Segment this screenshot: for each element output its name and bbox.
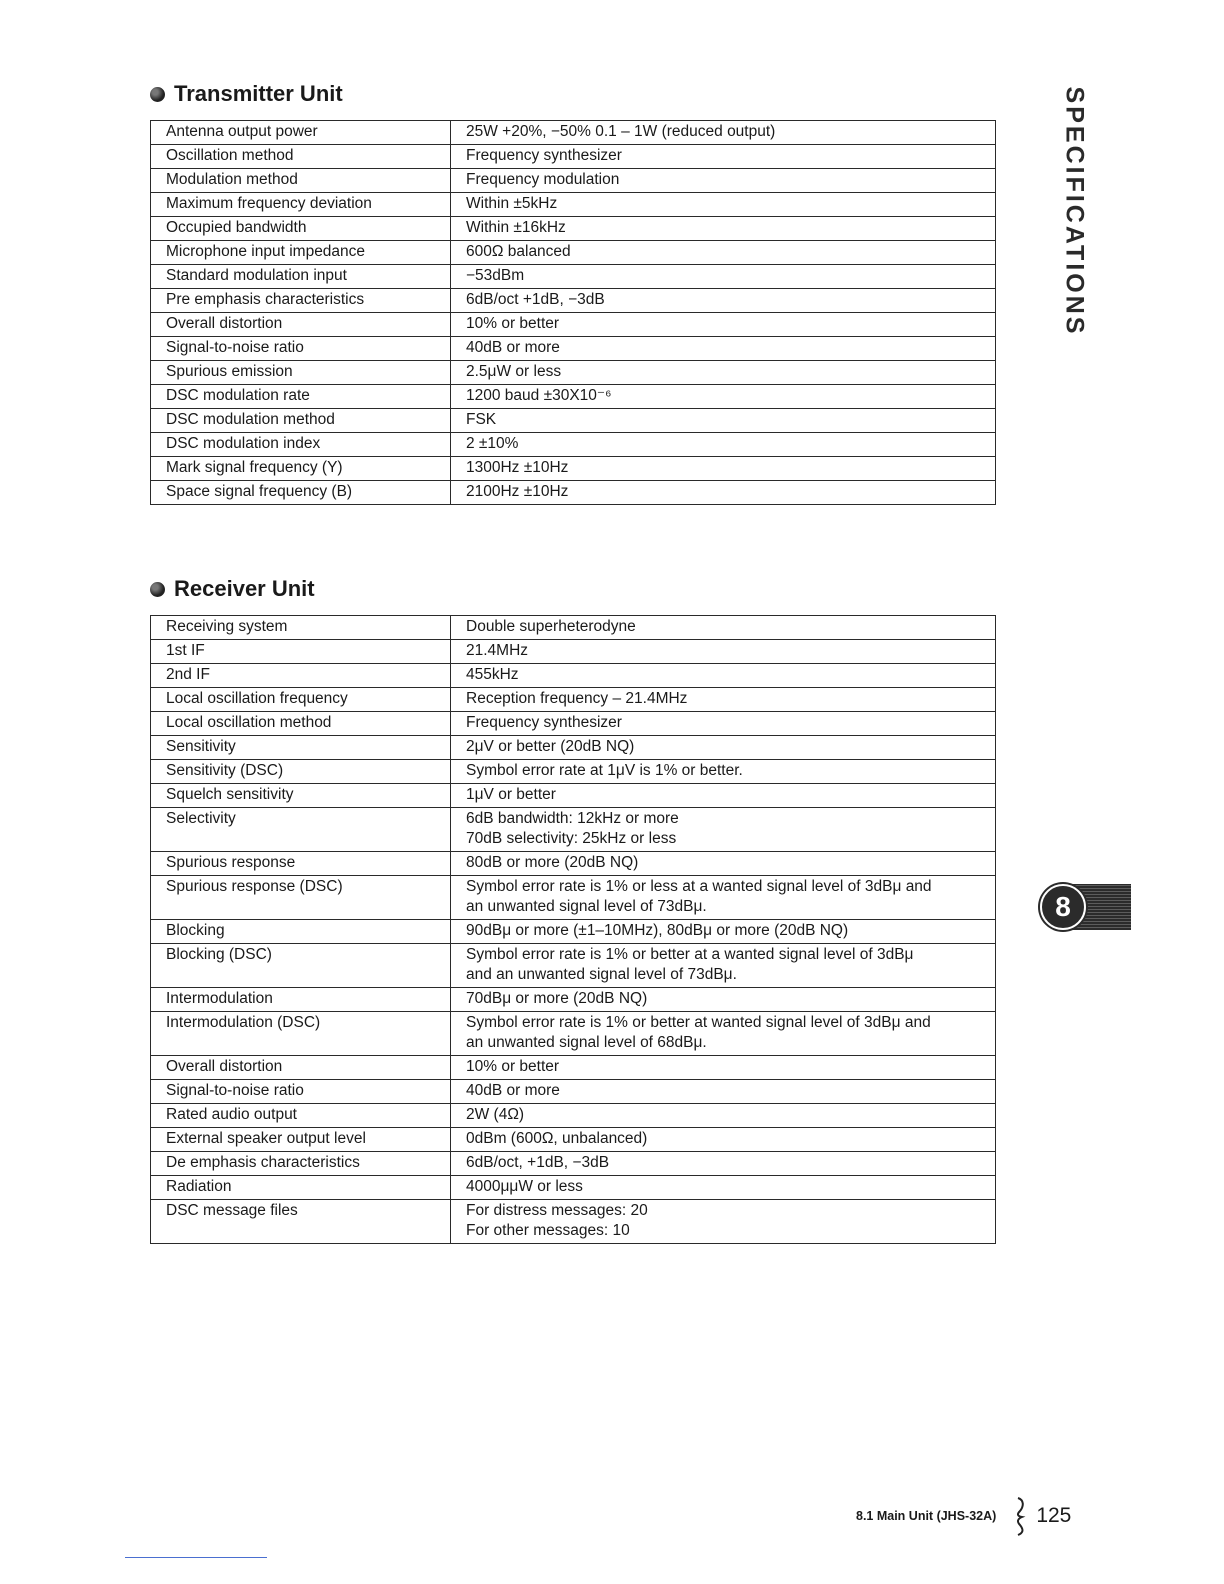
table-row bbox=[151, 1176, 996, 1200]
table-row bbox=[151, 1080, 996, 1104]
spec-value: 4000μμW or less bbox=[451, 1176, 996, 1200]
transmitter-title-text: Transmitter Unit bbox=[174, 81, 343, 106]
spec-value: 600Ω balanced bbox=[451, 241, 996, 265]
spec-label: Local oscillation frequency bbox=[151, 688, 451, 712]
table-row bbox=[151, 712, 996, 736]
page-number: 125 bbox=[1036, 1504, 1072, 1527]
table-row bbox=[151, 808, 996, 852]
spec-value: Symbol error rate is 1% or better at wanted signal level of 3dBμ and an unwanted signal level of 68dBμ. bbox=[451, 1012, 996, 1056]
spec-value: 2.5μW or less bbox=[451, 361, 996, 385]
table-row bbox=[151, 920, 996, 944]
spec-label: DSC modulation rate bbox=[151, 385, 451, 409]
table-row bbox=[151, 616, 996, 640]
table-row bbox=[151, 481, 996, 505]
spec-label: Spurious response bbox=[151, 852, 451, 876]
spec-label: Mark signal frequency (Y) bbox=[151, 457, 451, 481]
table-row bbox=[151, 337, 996, 361]
table-row bbox=[151, 193, 996, 217]
bullet-icon bbox=[150, 87, 165, 102]
spec-label: DSC message files bbox=[151, 1200, 451, 1244]
table-row bbox=[151, 289, 996, 313]
bullet-icon bbox=[150, 582, 165, 597]
spec-value: Symbol error rate at 1μV is 1% or better. bbox=[451, 760, 996, 784]
table-row bbox=[151, 433, 996, 457]
spec-value: 10% or better bbox=[451, 313, 996, 337]
receiver-spec-table bbox=[150, 615, 996, 1244]
spec-label: Maximum frequency deviation bbox=[151, 193, 451, 217]
spec-label: Occupied bandwidth bbox=[151, 217, 451, 241]
spec-label: Space signal frequency (B) bbox=[151, 481, 451, 505]
spec-value: 455kHz bbox=[451, 664, 996, 688]
spec-label: 1st IF bbox=[151, 640, 451, 664]
spec-value: 6dB/oct, +1dB, −3dB bbox=[451, 1152, 996, 1176]
spec-value: 25W +20%, −50% 0.1 – 1W (reduced output) bbox=[451, 121, 996, 145]
table-row bbox=[151, 736, 996, 760]
table-row bbox=[151, 1012, 996, 1056]
table-row bbox=[151, 145, 996, 169]
spec-label: Intermodulation bbox=[151, 988, 451, 1012]
table-row bbox=[151, 876, 996, 920]
table-row bbox=[151, 1128, 996, 1152]
spec-label: Overall distortion bbox=[151, 1056, 451, 1080]
table-row bbox=[151, 1056, 996, 1080]
side-section-tab bbox=[1054, 86, 1094, 336]
receiver-section-title bbox=[150, 576, 315, 602]
spec-label: DSC modulation method bbox=[151, 409, 451, 433]
spec-value: 40dB or more bbox=[451, 1080, 996, 1104]
spec-label: Signal-to-noise ratio bbox=[151, 337, 451, 361]
spec-value: 80dB or more (20dB NQ) bbox=[451, 852, 996, 876]
spec-label: Pre emphasis characteristics bbox=[151, 289, 451, 313]
table-row bbox=[151, 217, 996, 241]
table-row bbox=[151, 760, 996, 784]
spec-label: De emphasis characteristics bbox=[151, 1152, 451, 1176]
brace-icon bbox=[1014, 1496, 1028, 1536]
spec-label: Microphone input impedance bbox=[151, 241, 451, 265]
spec-value: 6dB/oct +1dB, −3dB bbox=[451, 289, 996, 313]
table-row bbox=[151, 1200, 996, 1244]
table-row bbox=[151, 169, 996, 193]
spec-label: Oscillation method bbox=[151, 145, 451, 169]
spec-label: Radiation bbox=[151, 1176, 451, 1200]
spec-label: Blocking bbox=[151, 920, 451, 944]
spec-value: Symbol error rate is 1% or less at a wanted signal level of 3dBμ and an unwanted signal level of 73dBμ. bbox=[451, 876, 996, 920]
table-row bbox=[151, 121, 996, 145]
spec-label: Intermodulation (DSC) bbox=[151, 1012, 451, 1056]
transmitter-section-title bbox=[150, 81, 343, 107]
spec-value: FSK bbox=[451, 409, 996, 433]
table-row bbox=[151, 640, 996, 664]
receiver-title-text: Receiver Unit bbox=[174, 576, 315, 601]
spec-value: 6dB bandwidth: 12kHz or more 70dB selectivity: 25kHz or less bbox=[451, 808, 996, 852]
spec-label: Sensitivity (DSC) bbox=[151, 760, 451, 784]
spec-label: Squelch sensitivity bbox=[151, 784, 451, 808]
table-row bbox=[151, 457, 996, 481]
table-row bbox=[151, 241, 996, 265]
spec-label: 2nd IF bbox=[151, 664, 451, 688]
spec-value: 1μV or better bbox=[451, 784, 996, 808]
chapter-badge bbox=[1038, 884, 1131, 930]
chapter-number: 8 bbox=[1040, 884, 1086, 930]
spec-label: Overall distortion bbox=[151, 313, 451, 337]
spec-value: −53dBm bbox=[451, 265, 996, 289]
spec-label: Local oscillation method bbox=[151, 712, 451, 736]
spec-value: 70dBμ or more (20dB NQ) bbox=[451, 988, 996, 1012]
spec-label: Standard modulation input bbox=[151, 265, 451, 289]
spec-value: For distress messages: 20 For other messages: 10 bbox=[451, 1200, 996, 1244]
spec-value: 40dB or more bbox=[451, 337, 996, 361]
table-row bbox=[151, 664, 996, 688]
table-row bbox=[151, 988, 996, 1012]
transmitter-spec-table bbox=[150, 120, 996, 505]
spec-label: DSC modulation index bbox=[151, 433, 451, 457]
spec-label: Modulation method bbox=[151, 169, 451, 193]
spec-value: Frequency modulation bbox=[451, 169, 996, 193]
spec-value: 2 ±10% bbox=[451, 433, 996, 457]
spec-label: Signal-to-noise ratio bbox=[151, 1080, 451, 1104]
table-row bbox=[151, 265, 996, 289]
spec-label: Blocking (DSC) bbox=[151, 944, 451, 988]
spec-label: Receiving system bbox=[151, 616, 451, 640]
spec-value: 21.4MHz bbox=[451, 640, 996, 664]
page-footer bbox=[840, 1496, 1110, 1536]
spec-value: Within ±5kHz bbox=[451, 193, 996, 217]
spec-label: Selectivity bbox=[151, 808, 451, 852]
spec-value: 2μV or better (20dB NQ) bbox=[451, 736, 996, 760]
bottom-rule bbox=[125, 1557, 267, 1558]
spec-value: Reception frequency – 21.4MHz bbox=[451, 688, 996, 712]
table-row bbox=[151, 688, 996, 712]
table-row bbox=[151, 313, 996, 337]
table-row bbox=[151, 852, 996, 876]
spec-value: 2100Hz ±10Hz bbox=[451, 481, 996, 505]
spec-value: 10% or better bbox=[451, 1056, 996, 1080]
spec-label: Rated audio output bbox=[151, 1104, 451, 1128]
table-row bbox=[151, 784, 996, 808]
spec-value: 0dBm (600Ω, unbalanced) bbox=[451, 1128, 996, 1152]
table-row bbox=[151, 361, 996, 385]
table-row bbox=[151, 1104, 996, 1128]
spec-label: External speaker output level bbox=[151, 1128, 451, 1152]
side-tab-label: SPECIFICATIONS bbox=[1060, 86, 1089, 336]
spec-label: Spurious response (DSC) bbox=[151, 876, 451, 920]
spec-value: Double superheterodyne bbox=[451, 616, 996, 640]
spec-value: Frequency synthesizer bbox=[451, 145, 996, 169]
spec-label: Spurious emission bbox=[151, 361, 451, 385]
spec-value: 1300Hz ±10Hz bbox=[451, 457, 996, 481]
spec-value: Symbol error rate is 1% or better at a wanted signal level of 3dBμ and an unwanted signal level of 73dBμ. bbox=[451, 944, 996, 988]
table-row bbox=[151, 1152, 996, 1176]
spec-label: Antenna output power bbox=[151, 121, 451, 145]
spec-value: Frequency synthesizer bbox=[451, 712, 996, 736]
spec-label: Sensitivity bbox=[151, 736, 451, 760]
spec-value: 90dBμ or more (±1–10MHz), 80dBμ or more (20dB NQ) bbox=[451, 920, 996, 944]
spec-value: 2W (4Ω) bbox=[451, 1104, 996, 1128]
table-row bbox=[151, 944, 996, 988]
spec-value: Within ±16kHz bbox=[451, 217, 996, 241]
footer-section-label: 8.1 Main Unit (JHS-32A) bbox=[856, 1509, 997, 1523]
table-row bbox=[151, 385, 996, 409]
spec-value: 1200 baud ±30X10⁻⁶ bbox=[451, 385, 996, 409]
table-row bbox=[151, 409, 996, 433]
